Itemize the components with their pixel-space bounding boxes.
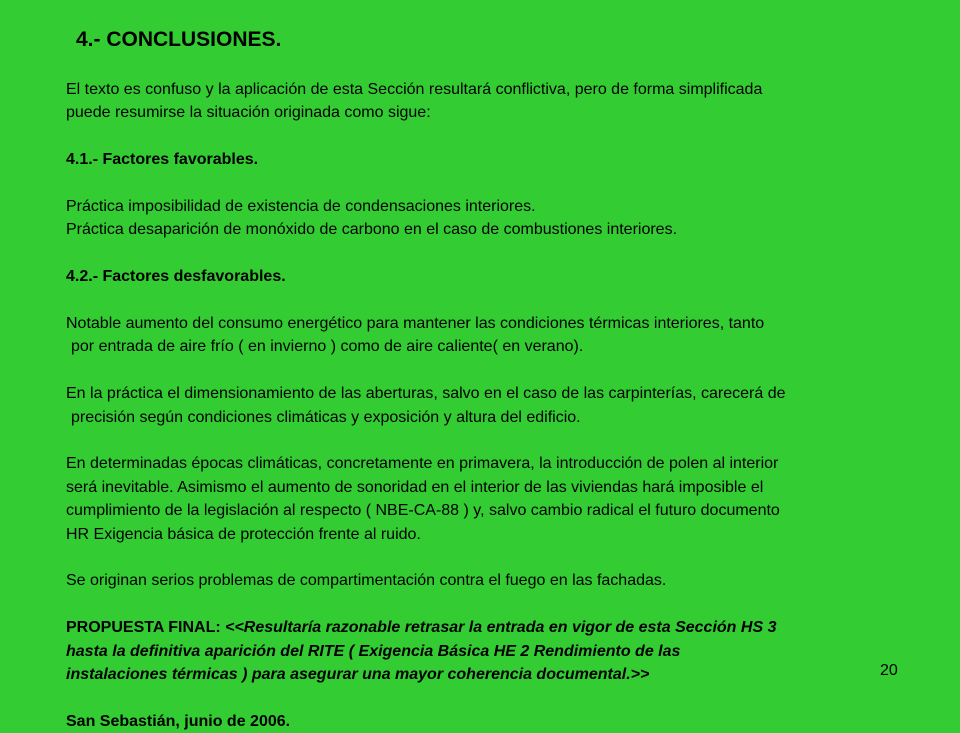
unfavorable-heading: 4.2.- Factores desfavorables. (66, 268, 286, 286)
proposal-label: PROPUESTA FINAL: (66, 619, 226, 637)
spacer (66, 359, 926, 382)
favorable-item: Práctica desaparición de monóxido de carbono en el caso de combustiones interiores. (66, 221, 678, 239)
proposal-line (66, 616, 926, 639)
spacer (66, 546, 926, 569)
favorable-item: Práctica imposibilidad de existencia de condensaciones interiores. (66, 198, 536, 215)
spacer (66, 242, 926, 265)
unfavorable-paragraph-line: En la práctica el dimensionamiento de las aberturas, salvo en el caso de las carpinterías, carecerá de (66, 385, 786, 403)
spacer (66, 289, 926, 312)
proposal-text: hasta la definitiva aparición del RITE ( Exigencia Básica HE 2 Rendimiento de las (66, 642, 681, 660)
page-number: 20 (880, 662, 898, 679)
spacer (66, 125, 926, 148)
proposal-text: <<Resultaría razonable retrasar la entrada en vigor de esta Sección HS 3 (225, 619, 777, 637)
slide-title: 4.- CONCLUSIONES. (76, 28, 282, 51)
unfavorable-paragraph-line: Se originan serios problemas de compartimentación contra el fuego en las fachadas. (66, 572, 667, 590)
favorable-heading: 4.1.- Factores favorables. (66, 151, 259, 169)
spacer (66, 172, 926, 195)
intro-line: El texto es confuso y la aplicación de esta Sección resultará conflictiva, pero de forma simplificada (66, 81, 763, 98)
slide-body (66, 78, 926, 733)
unfavorable-paragraph-line: precisión según condiciones climáticas y exposición y altura del edificio. (71, 408, 581, 426)
unfavorable-paragraph-line: En determinadas épocas climáticas, concretamente en primavera, la introducción de polen al interior (66, 455, 779, 473)
unfavorable-paragraph-line: será inevitable. Asimismo el aumento de sonoridad en el interior de las viviendas hará imposible el (66, 478, 764, 496)
proposal-text: instalaciones térmicas ) para asegurar una mayor coherencia documental.>> (66, 666, 650, 684)
spacer (66, 593, 926, 616)
intro-line: puede resumirse la situación originada como sigue: (66, 104, 431, 122)
unfavorable-paragraph-line: Notable aumento del consumo energético para mantener las condiciones térmicas interiores, tanto (66, 315, 765, 332)
unfavorable-paragraph-line: HR Exigencia básica de protección frente al ruido. (66, 525, 421, 543)
unfavorable-paragraph-line: por entrada de aire frío ( en invierno ) como de aire caliente( en verano). (71, 338, 584, 356)
spacer (66, 429, 926, 452)
unfavorable-paragraph-line: cumplimiento de la legislación al respecto ( NBE-CA-88 ) y, salvo cambio radical el futuro documento (66, 502, 780, 520)
spacer (66, 686, 926, 709)
closing-signature: San Sebastián, junio de 2006. (66, 712, 291, 730)
